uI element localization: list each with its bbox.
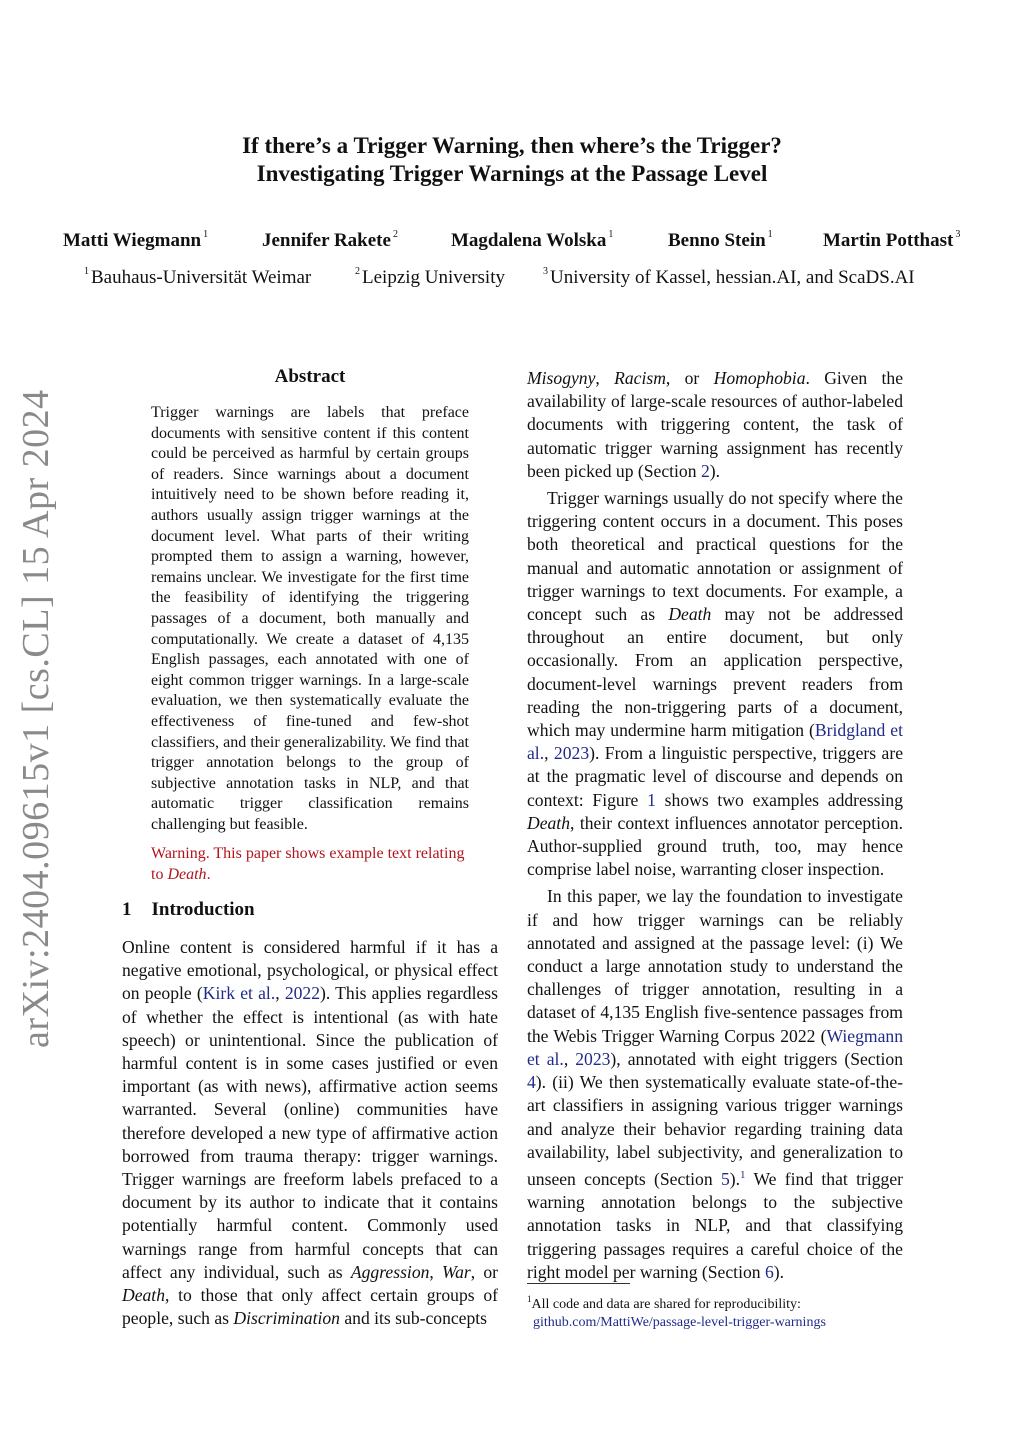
section-ref-4[interactable]: 4 (527, 1072, 536, 1093)
citation-wiegmann[interactable]: Wiegmann et al. (527, 1025, 903, 1069)
figure-ref-1[interactable]: 1 (647, 789, 656, 810)
footnote: $^1$All code and data are shared for reproducibility: github.com/MattiWe/passage-level-trigger-warnings (527, 1294, 826, 1330)
citation-wiegmann-year[interactable]: 2023 (575, 1048, 611, 1069)
section-heading: 1 Introduction (122, 899, 255, 920)
right-column (527, 367, 903, 1288)
affiliation-1: $^1$ Bauhaus-Universität Weimar (84, 266, 312, 288)
citation-kirk-year[interactable]: 2022 (284, 983, 321, 1004)
abstract-body: Trigger warnings are labels that preface documents with sensitive content if this content could be perceived as harmful by certain groups of readers. Since warnings about a document intuitively need to be shown before reading it, authors usually assign trigger warnings at the document level. What parts of their writing prompted them to assign a warning, however, remains unclear. We investigate for the first time the feasibility of identifying the triggering passages of a document, both manually and computationally. We create a dataset of 4,135 English passages, each annotated with one of eight common trigger warnings. In a large-scale evaluation, we then systematically evaluate the effectiveness of fine-tuned and few-shot classifiers, and their generalizability. We find that trigger annotation belongs to the group of subjective annotation tasks in NLP, and that automatic trigger classification remains challenging but feasible. (151, 404, 469, 833)
section-ref-5[interactable]: 5 (720, 1168, 730, 1189)
content-warning: Warning. This paper shows example text relating to Death. (151, 845, 465, 883)
paper-title-line-2: Investigating Trigger Warnings at the Passage Level (256, 161, 768, 186)
author-4: Benno Stein $^1$ (668, 229, 773, 251)
author-2: Jennifer Rakete $^2$ (262, 229, 398, 251)
citation-kirk[interactable]: Kirk et al. (202, 983, 276, 1004)
affiliation-2: $^2$ Leipzig University (355, 266, 505, 288)
section-ref-2[interactable]: 2 (700, 460, 710, 481)
intro-paragraph-3: In this paper, we lay the foundation to investigate if and how trigger warnings can be reliably annotated and assigned at the passage level: (i) We conduct a large annotation study to understand the challenges of trigger annotation, resulting in a dataset of 4,135 English five-sentence passages from the Webis Trigger Warning Corpus 2022 (Wiegmann et al., 2023), annotated with eight triggers (Section 4). (ii) We then systematically evaluate state-of-the-art classifiers in assigning various trigger warnings and analyze their behavior regarding training data availability, label subjectivity, and generalization to unseen concepts (Section 5).$^1$ We find that trigger warning annotation belongs to the subjective annotation tasks in NLP, and that classifying triggering passages requires a careful choice of the right model per warning (Section 6). (527, 886, 903, 1282)
section-ref-6[interactable]: 6 (764, 1261, 774, 1282)
intro-paragraph-2: Trigger warnings usually do not specify where the triggering content occurs in a document. This poses both theoretical and practical questions for the manual and automatic annotation or assignment of trigger warnings to text documents. For example, a concept such as Death may not be addressed throughout an entire document, but only occasionally. From an application perspective, document-level warnings prevent readers from reading the non-triggering parts of a document, which may undermine harm mitigation (Bridgland et al., 2023). From a linguistic perspective, triggers are at the pragmatic level of discourse and depends on context: Figure 1 shows two examples addressing Death, their context influences annotator perception. Author-supplied ground truth, too, may hence comprise label noise, warranting closer inspection. (527, 488, 904, 880)
author-5: Martin Potthast $^3$ (823, 229, 961, 251)
author-1: Matti Wiegmann $^1$ (63, 229, 209, 251)
citation-bridgland-year[interactable]: 2023 (553, 743, 590, 764)
affiliation-3: $^3$ University of Kassel, hessian.AI, and ScaDS.AI (543, 266, 915, 288)
author-3: Magdalena Wolska $^1$ (451, 229, 614, 251)
intro-paragraph-1-continued: Misogyny, Racism, or Homophobia. Given the availability of large-scale resources of author-labeled documents with triggering content, the task of automatic trigger warning assignment has recently been picked up (Section 2). (527, 368, 904, 481)
paper-title-line-1: If there’s a Trigger Warning, then where’s the Trigger? (242, 133, 782, 158)
arxiv-stamp: arXiv:2404.09615v1 [cs.CL] 15 Apr 2024 (15, 389, 57, 1048)
footnote-link[interactable]: github.com/MattiWe/passage-level-trigger-warnings (533, 1315, 826, 1330)
footnote-rule (527, 1283, 630, 1284)
intro-paragraph-1: Online content is considered harmful if it has a negative emotional, psychological, or physical effect on people (Kirk et al., 2022). This applies regardless of whether the effect is intentional (as with hate speech) or unintentional. Since the publication of harmful content is in some cases justified or even important (as with news), affirmative action seems warranted. Several (online) communities have therefore developed a new type of affirmative action borrowed from trauma therapy: trigger warnings. Trigger warnings are freeform labels prefaced to a document by its author to indicate that it contains potentially harmful content. Commonly used warnings range from harmful concepts that can affect any individual, such as Aggression, War, or Death, to those that only affect certain groups of people, such as Discrimination and its sub-concepts (122, 937, 499, 1329)
citation-bridgland[interactable]: Bridgland et al. (527, 720, 903, 764)
abstract-heading: Abstract (274, 366, 346, 387)
footnote-ref-1[interactable]: 1 (740, 1168, 746, 1181)
